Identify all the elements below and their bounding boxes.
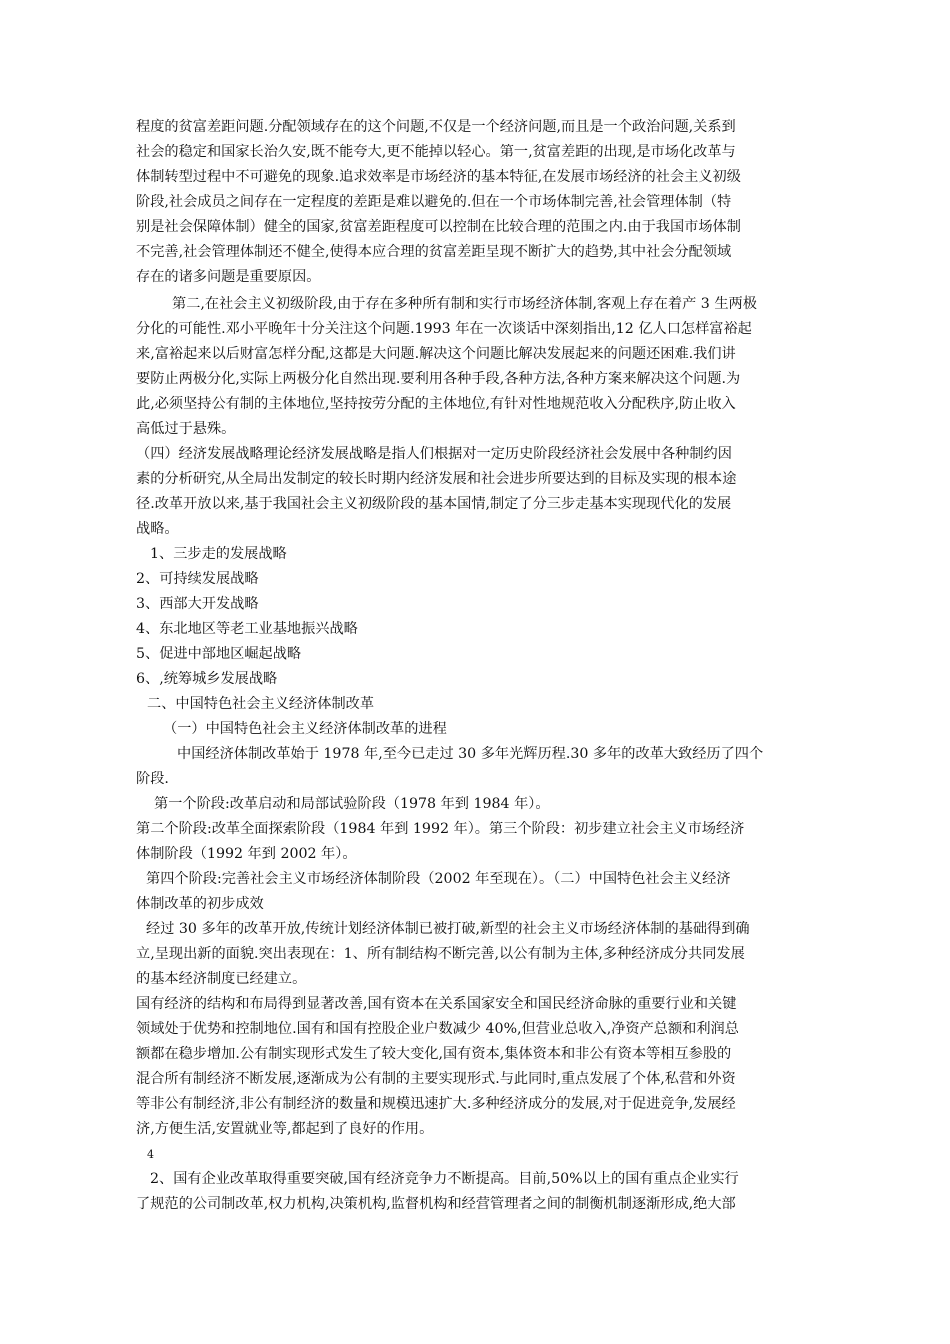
text-line: 径.改革开放以来,基于我国社会主义初级阶段的基本国情,制定了分三步走基本实现现代化的发展 [136,496,732,512]
text-line: 要防止两极分化,实际上两极分化自然出现.要利用各种手段,各种方法,各种方案来解决这个问题.为 [136,371,741,387]
text-line: 的基本经济制度已经建立。 [136,971,307,987]
text-line: 战略。 [136,521,179,537]
text-line: 高低过于悬殊。 [136,421,236,437]
text-line: 不完善,社会管理体制还不健全,使得本应合理的贫富差距呈现不断扩大的趋势,其中社会分配领域 [136,244,732,260]
page-number: 4 [147,1148,154,1161]
section-heading: （四）经济发展战略理论经济发展战略是指人们根据对一定历史阶段经济社会发展中各种制约因 [136,446,732,462]
text-line: 存在的诸多问题是重要原因。 [136,269,321,285]
text-line: 济,方便生活,安置就业等,都起到了良好的作用。 [136,1121,434,1137]
text-line: 阶段. [136,771,169,787]
text-line: 国有经济的结构和布局得到显著改善,国有资本在关系国家安全和国民经济命脉的重要行业和关键 [136,996,737,1012]
text-line: 立,呈现出新的面貌.突出表现在：1、所有制结构不断完善,以公有制为主体,多种经济成分共同发展 [136,946,745,962]
text-line: 第一个阶段:改革启动和局部试验阶段（1978 年到 1984 年）。 [154,796,550,812]
text-line: 2、国有企业改革取得重要突破,国有经济竞争力不断提高。目前,50%以上的国有重点企业实行 [150,1171,739,1187]
text-line: 了规范的公司制改革,权力机构,决策机构,监督机构和经营管理者之间的制衡机制逐渐形成,绝大部 [136,1196,736,1212]
text-line: 混合所有制经济不断发展,逐渐成为公有制的主要实现形式.与此同时,重点发展了个体,私营和外资 [136,1071,736,1087]
text-line: 来,富裕起来以后财富怎样分配,这都是大问题.解决这个问题比解决发展起来的问题还困难.我们讲 [136,346,736,362]
text-line: 此,必须坚持公有制的主体地位,坚持按劳分配的主体地位,有针对性地规范收入分配秩序,防止收入 [136,396,736,412]
text-line: 社会的稳定和国家长治久安,既不能夸大,更不能掉以轻心。第一,贫富差距的出现,是市场化改革与 [136,144,736,160]
text-line: 体制改革的初步成效 [136,896,264,912]
text-line: 阶段,社会成员之间存在一定程度的差距是难以避免的.但在一个市场体制完善,社会管理体制（特 [136,194,732,210]
list-item: 4、东北地区等老工业基地振兴战略 [136,621,358,637]
text-line: 领域处于优势和控制地位.国有和国有控股企业户数减少 40%,但营业总收入,净资产总额和利润总 [136,1021,739,1037]
text-line: 第二,在社会主义初级阶段,由于存在多种所有制和实行市场经济体制,客观上存在着产 3 生两极 [172,296,757,312]
text-line: 等非公有制经济,非公有制经济的数量和规模迅速扩大.多种经济成分的发展,对于促进竞争,发展经 [136,1096,736,1112]
text-line: 额都在稳步增加.公有制实现形式发生了较大变化,国有资本,集体资本和非公有资本等相互参股的 [136,1046,732,1062]
text-line: 素的分析研究,从全局出发制定的较长时期内经济发展和社会进步所要达到的目标及实现的根本途 [136,471,737,487]
section-heading: 二、中国特色社会主义经济体制改革 [147,696,375,712]
subsection-heading: （一）中国特色社会主义经济体制改革的进程 [163,721,447,737]
list-item: 1、三步走的发展战略 [150,546,287,562]
text-line: 程度的贫富差距问题.分配领域存在的这个问题,不仅是一个经济问题,而且是一个政治问题,关系到 [136,119,736,135]
text-line: 别是社会保障体制）健全的国家,贫富差距程度可以控制在比较合理的范围之内.由于我国市场体制 [136,219,741,235]
list-item: 2、可持续发展战略 [136,571,259,587]
text-line: 体制阶段（1992 年到 2002 年）。 [136,846,357,862]
list-item: 5、促进中部地区崛起战略 [136,646,302,662]
text-line: 分化的可能性.邓小平晚年十分关注这个问题.1993 年在一次谈话中深刻指出,12 亿人口怎样富裕起 [136,321,752,337]
list-item: 3、西部大开发战略 [136,596,259,612]
text-line: 第四个阶段:完善社会主义市场经济体制阶段（2002 年至现在）。（二）中国特色社会主义经济 [146,871,731,887]
text-line: 经过 30 多年的改革开放,传统计划经济体制已被打破,新型的社会主义市场经济体制的基础得到确 [146,921,750,937]
text-line: 中国经济体制改革始于 1978 年,至今已走过 30 多年光辉历程.30 多年的改革大致经历了四个 [177,746,764,762]
text-line: 第二个阶段:改革全面探索阶段（1984 年到 1992 年）。第三个阶段：初步建立社会主义市场经济 [136,821,745,837]
list-item: 6、,统筹城乡发展战略 [136,671,278,687]
text-line: 体制转型过程中不可避免的现象.追求效率是市场经济的基本特征,在发展市场经济的社会主义初级 [136,169,741,185]
